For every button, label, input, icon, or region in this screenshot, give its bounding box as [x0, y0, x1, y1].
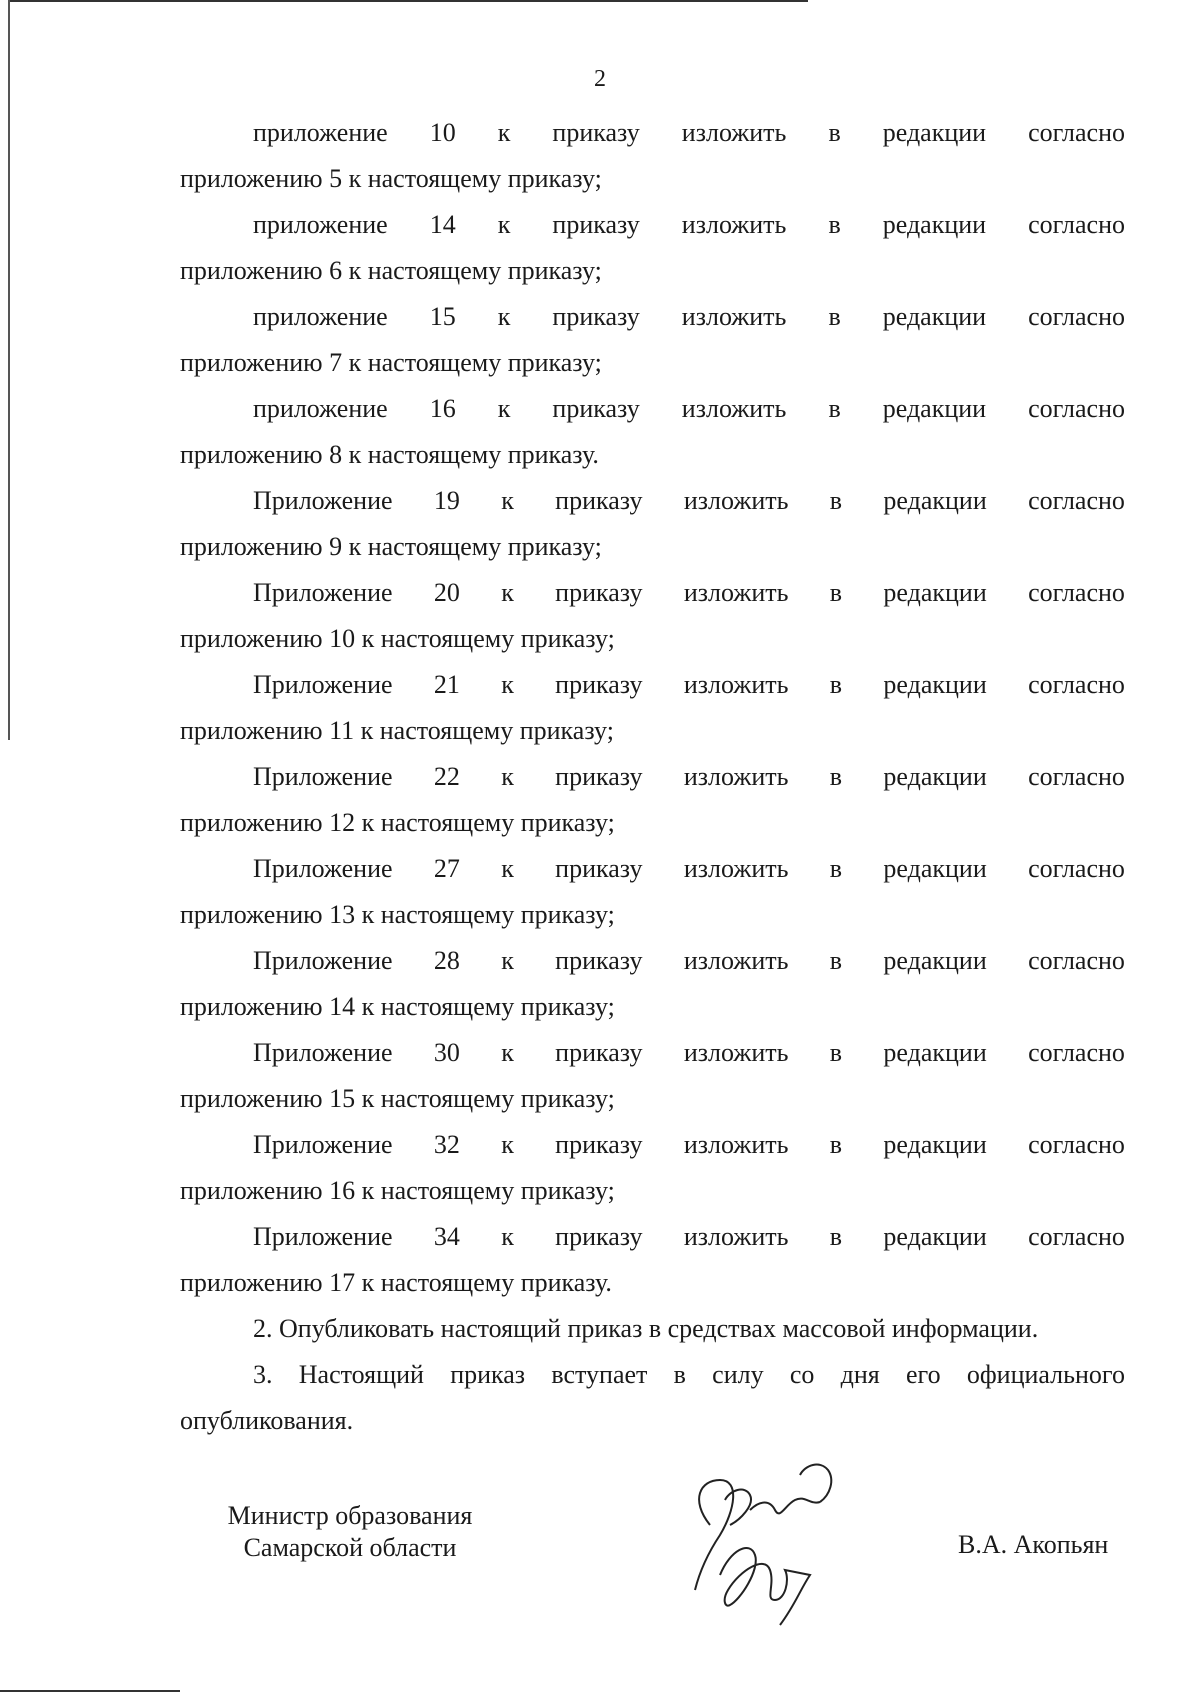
- word-v: в: [828, 118, 841, 147]
- word-prikazu: приказу: [552, 302, 640, 331]
- word-redaktsii: редакции: [883, 854, 987, 883]
- appendix-word: Приложение: [253, 670, 393, 699]
- appendix-number: 19: [433, 486, 460, 515]
- word-soglasno: согласно: [1028, 118, 1125, 147]
- word-prikazu: приказу: [555, 1038, 643, 1067]
- appendix-number: 34: [433, 1222, 460, 1251]
- word-v: в: [828, 302, 841, 331]
- word-k: к: [501, 1222, 514, 1251]
- point-3-word: 3.: [253, 1360, 273, 1389]
- handwritten-signature: [670, 1440, 870, 1630]
- word-izlozhit: изложить: [681, 394, 787, 423]
- appendix-word: приложение: [253, 118, 388, 147]
- word-redaktsii: редакции: [883, 1130, 987, 1159]
- appendix-number: 30: [433, 1038, 460, 1067]
- appendix-word: Приложение: [253, 946, 393, 975]
- word-izlozhit: изложить: [683, 946, 789, 975]
- amendment-reference: приложению 13 к настоящему приказу;: [180, 900, 615, 929]
- signatory-title-line-1: Министр образования: [227, 1501, 473, 1530]
- word-prikazu: приказу: [555, 578, 643, 607]
- word-k: к: [501, 578, 514, 607]
- appendix-number: 15: [429, 302, 456, 331]
- word-prikazu: приказу: [555, 670, 643, 699]
- appendix-word: приложение: [253, 394, 388, 423]
- amendment-reference: приложению 10 к настоящему приказу;: [180, 624, 615, 653]
- point-3: [180, 1352, 1125, 1444]
- word-redaktsii: редакции: [883, 1222, 987, 1251]
- amendment-reference: приложению 14 к настоящему приказу;: [180, 992, 615, 1021]
- amendment-item: [180, 1122, 1125, 1214]
- word-redaktsii: редакции: [883, 486, 987, 515]
- appendix-word: Приложение: [253, 762, 393, 791]
- word-k: к: [501, 762, 514, 791]
- appendix-number: 21: [433, 670, 460, 699]
- point-3-word: дня: [840, 1360, 880, 1389]
- word-prikazu: приказу: [555, 486, 643, 515]
- word-soglasno: согласно: [1028, 1130, 1125, 1159]
- word-redaktsii: редакции: [883, 578, 987, 607]
- word-soglasno: согласно: [1028, 486, 1125, 515]
- word-soglasno: согласно: [1028, 762, 1125, 791]
- appendix-number: 10: [429, 118, 456, 147]
- appendix-word: Приложение: [253, 1130, 393, 1159]
- amendment-reference: приложению 7 к настоящему приказу;: [180, 348, 602, 377]
- word-k: к: [501, 1130, 514, 1159]
- point-3-word: в: [673, 1360, 686, 1389]
- word-v: в: [829, 1222, 843, 1251]
- page-number: 2: [594, 66, 606, 92]
- point-3-word: вступает: [551, 1360, 648, 1389]
- document-body: [180, 110, 1125, 1444]
- amendment-item: [180, 110, 1125, 202]
- appendix-word: приложение: [253, 210, 388, 239]
- amendment-item: [180, 202, 1125, 294]
- word-redaktsii: редакции: [883, 1038, 987, 1067]
- point-3-word: со: [789, 1360, 815, 1389]
- word-prikazu: приказу: [555, 1130, 643, 1159]
- amendment-item: [180, 754, 1125, 846]
- point-3-word: силу: [712, 1360, 764, 1389]
- appendix-word: Приложение: [253, 854, 393, 883]
- word-k: к: [501, 854, 514, 883]
- word-v: в: [829, 578, 843, 607]
- appendix-number: 16: [429, 394, 456, 423]
- word-soglasno: согласно: [1028, 670, 1125, 699]
- word-v: в: [829, 854, 843, 883]
- amendment-list: [180, 110, 1125, 1306]
- appendix-number: 27: [433, 854, 460, 883]
- word-k: к: [497, 302, 511, 331]
- amendment-reference: приложению 6 к настоящему приказу;: [180, 256, 602, 285]
- word-prikazu: приказу: [555, 946, 643, 975]
- word-izlozhit: изложить: [683, 670, 789, 699]
- appendix-word: Приложение: [253, 1038, 393, 1067]
- signatory-title: [216, 1500, 484, 1564]
- amendment-reference: приложению 9 к настоящему приказу;: [180, 532, 602, 561]
- scan-border-left: [8, 0, 10, 740]
- appendix-number: 20: [433, 578, 460, 607]
- word-k: к: [497, 394, 511, 423]
- signatory-title-line-2: Самарской области: [243, 1533, 457, 1562]
- word-soglasno: согласно: [1028, 210, 1125, 239]
- word-prikazu: приказу: [552, 118, 640, 147]
- word-v: в: [829, 486, 843, 515]
- word-soglasno: согласно: [1028, 302, 1125, 331]
- signatory-name: В.А. Акопьян: [958, 1530, 1109, 1559]
- amendment-reference: приложению 16 к настоящему приказу;: [180, 1176, 615, 1205]
- amendment-item: [180, 938, 1125, 1030]
- amendment-reference: приложению 17 к настоящему приказу.: [180, 1268, 612, 1297]
- word-izlozhit: изложить: [683, 854, 789, 883]
- word-izlozhit: изложить: [683, 486, 789, 515]
- appendix-word: Приложение: [253, 486, 393, 515]
- word-izlozhit: изложить: [681, 302, 787, 331]
- amendment-reference: приложению 8 к настоящему приказу.: [180, 440, 599, 469]
- word-izlozhit: изложить: [681, 210, 787, 239]
- point-3-word: Настоящий: [298, 1360, 424, 1389]
- point-3-tail: опубликования.: [180, 1406, 354, 1435]
- word-soglasno: согласно: [1028, 1038, 1125, 1067]
- amendment-item: [180, 1214, 1125, 1306]
- point-3-first-line: [180, 1352, 1125, 1398]
- word-soglasno: согласно: [1028, 946, 1125, 975]
- word-redaktsii: редакции: [883, 670, 987, 699]
- word-izlozhit: изложить: [683, 1222, 789, 1251]
- word-v: в: [829, 670, 843, 699]
- word-izlozhit: изложить: [681, 118, 787, 147]
- appendix-number: 28: [433, 946, 460, 975]
- appendix-number: 32: [433, 1130, 460, 1159]
- word-k: к: [497, 118, 511, 147]
- word-v: в: [829, 946, 843, 975]
- word-soglasno: согласно: [1028, 1222, 1125, 1251]
- word-k: к: [501, 486, 514, 515]
- amendment-item: [180, 1030, 1125, 1122]
- word-redaktsii: редакции: [883, 946, 987, 975]
- amendment-item: [180, 846, 1125, 938]
- amendment-reference: приложению 12 к настоящему приказу;: [180, 808, 615, 837]
- point-3-word: официального: [966, 1360, 1125, 1389]
- amendment-reference: приложению 11 к настоящему приказу;: [180, 716, 614, 745]
- word-izlozhit: изложить: [683, 762, 789, 791]
- word-v: в: [829, 762, 843, 791]
- word-redaktsii: редакции: [883, 762, 987, 791]
- word-izlozhit: изложить: [683, 1038, 789, 1067]
- word-k: к: [501, 670, 514, 699]
- word-v: в: [829, 1130, 843, 1159]
- amendment-item: [180, 662, 1125, 754]
- word-prikazu: приказу: [552, 394, 640, 423]
- amendment-item: [180, 294, 1125, 386]
- scan-border-top: [8, 0, 808, 2]
- word-v: в: [828, 210, 841, 239]
- word-soglasno: согласно: [1028, 854, 1125, 883]
- amendment-reference: приложению 5 к настоящему приказу;: [180, 164, 602, 193]
- appendix-word: приложение: [253, 302, 388, 331]
- word-prikazu: приказу: [555, 854, 643, 883]
- scan-border-bottom: [0, 1690, 180, 1692]
- word-izlozhit: изложить: [683, 578, 789, 607]
- word-prikazu: приказу: [555, 1222, 643, 1251]
- word-soglasno: согласно: [1028, 578, 1125, 607]
- word-k: к: [501, 1038, 514, 1067]
- word-redaktsii: редакции: [882, 210, 987, 239]
- point-3-word: приказ: [450, 1360, 526, 1389]
- word-prikazu: приказу: [552, 210, 640, 239]
- word-k: к: [501, 946, 514, 975]
- amendment-item: [180, 478, 1125, 570]
- word-v: в: [828, 394, 841, 423]
- word-redaktsii: редакции: [882, 302, 987, 331]
- word-izlozhit: изложить: [683, 1130, 789, 1159]
- word-soglasno: согласно: [1028, 394, 1125, 423]
- appendix-number: 14: [429, 210, 456, 239]
- appendix-word: Приложение: [253, 578, 393, 607]
- point-2: 2. Опубликовать настоящий приказ в средствах массовой информации.: [253, 1314, 1039, 1343]
- word-redaktsii: редакции: [882, 118, 987, 147]
- amendment-item: [180, 386, 1125, 478]
- appendix-word: Приложение: [253, 1222, 393, 1251]
- word-v: в: [829, 1038, 843, 1067]
- word-prikazu: приказу: [555, 762, 643, 791]
- amendment-reference: приложению 15 к настоящему приказу;: [180, 1084, 615, 1113]
- point-3-word: его: [906, 1360, 941, 1389]
- word-redaktsii: редакции: [882, 394, 987, 423]
- appendix-number: 22: [433, 762, 460, 791]
- amendment-item: [180, 570, 1125, 662]
- word-k: к: [497, 210, 511, 239]
